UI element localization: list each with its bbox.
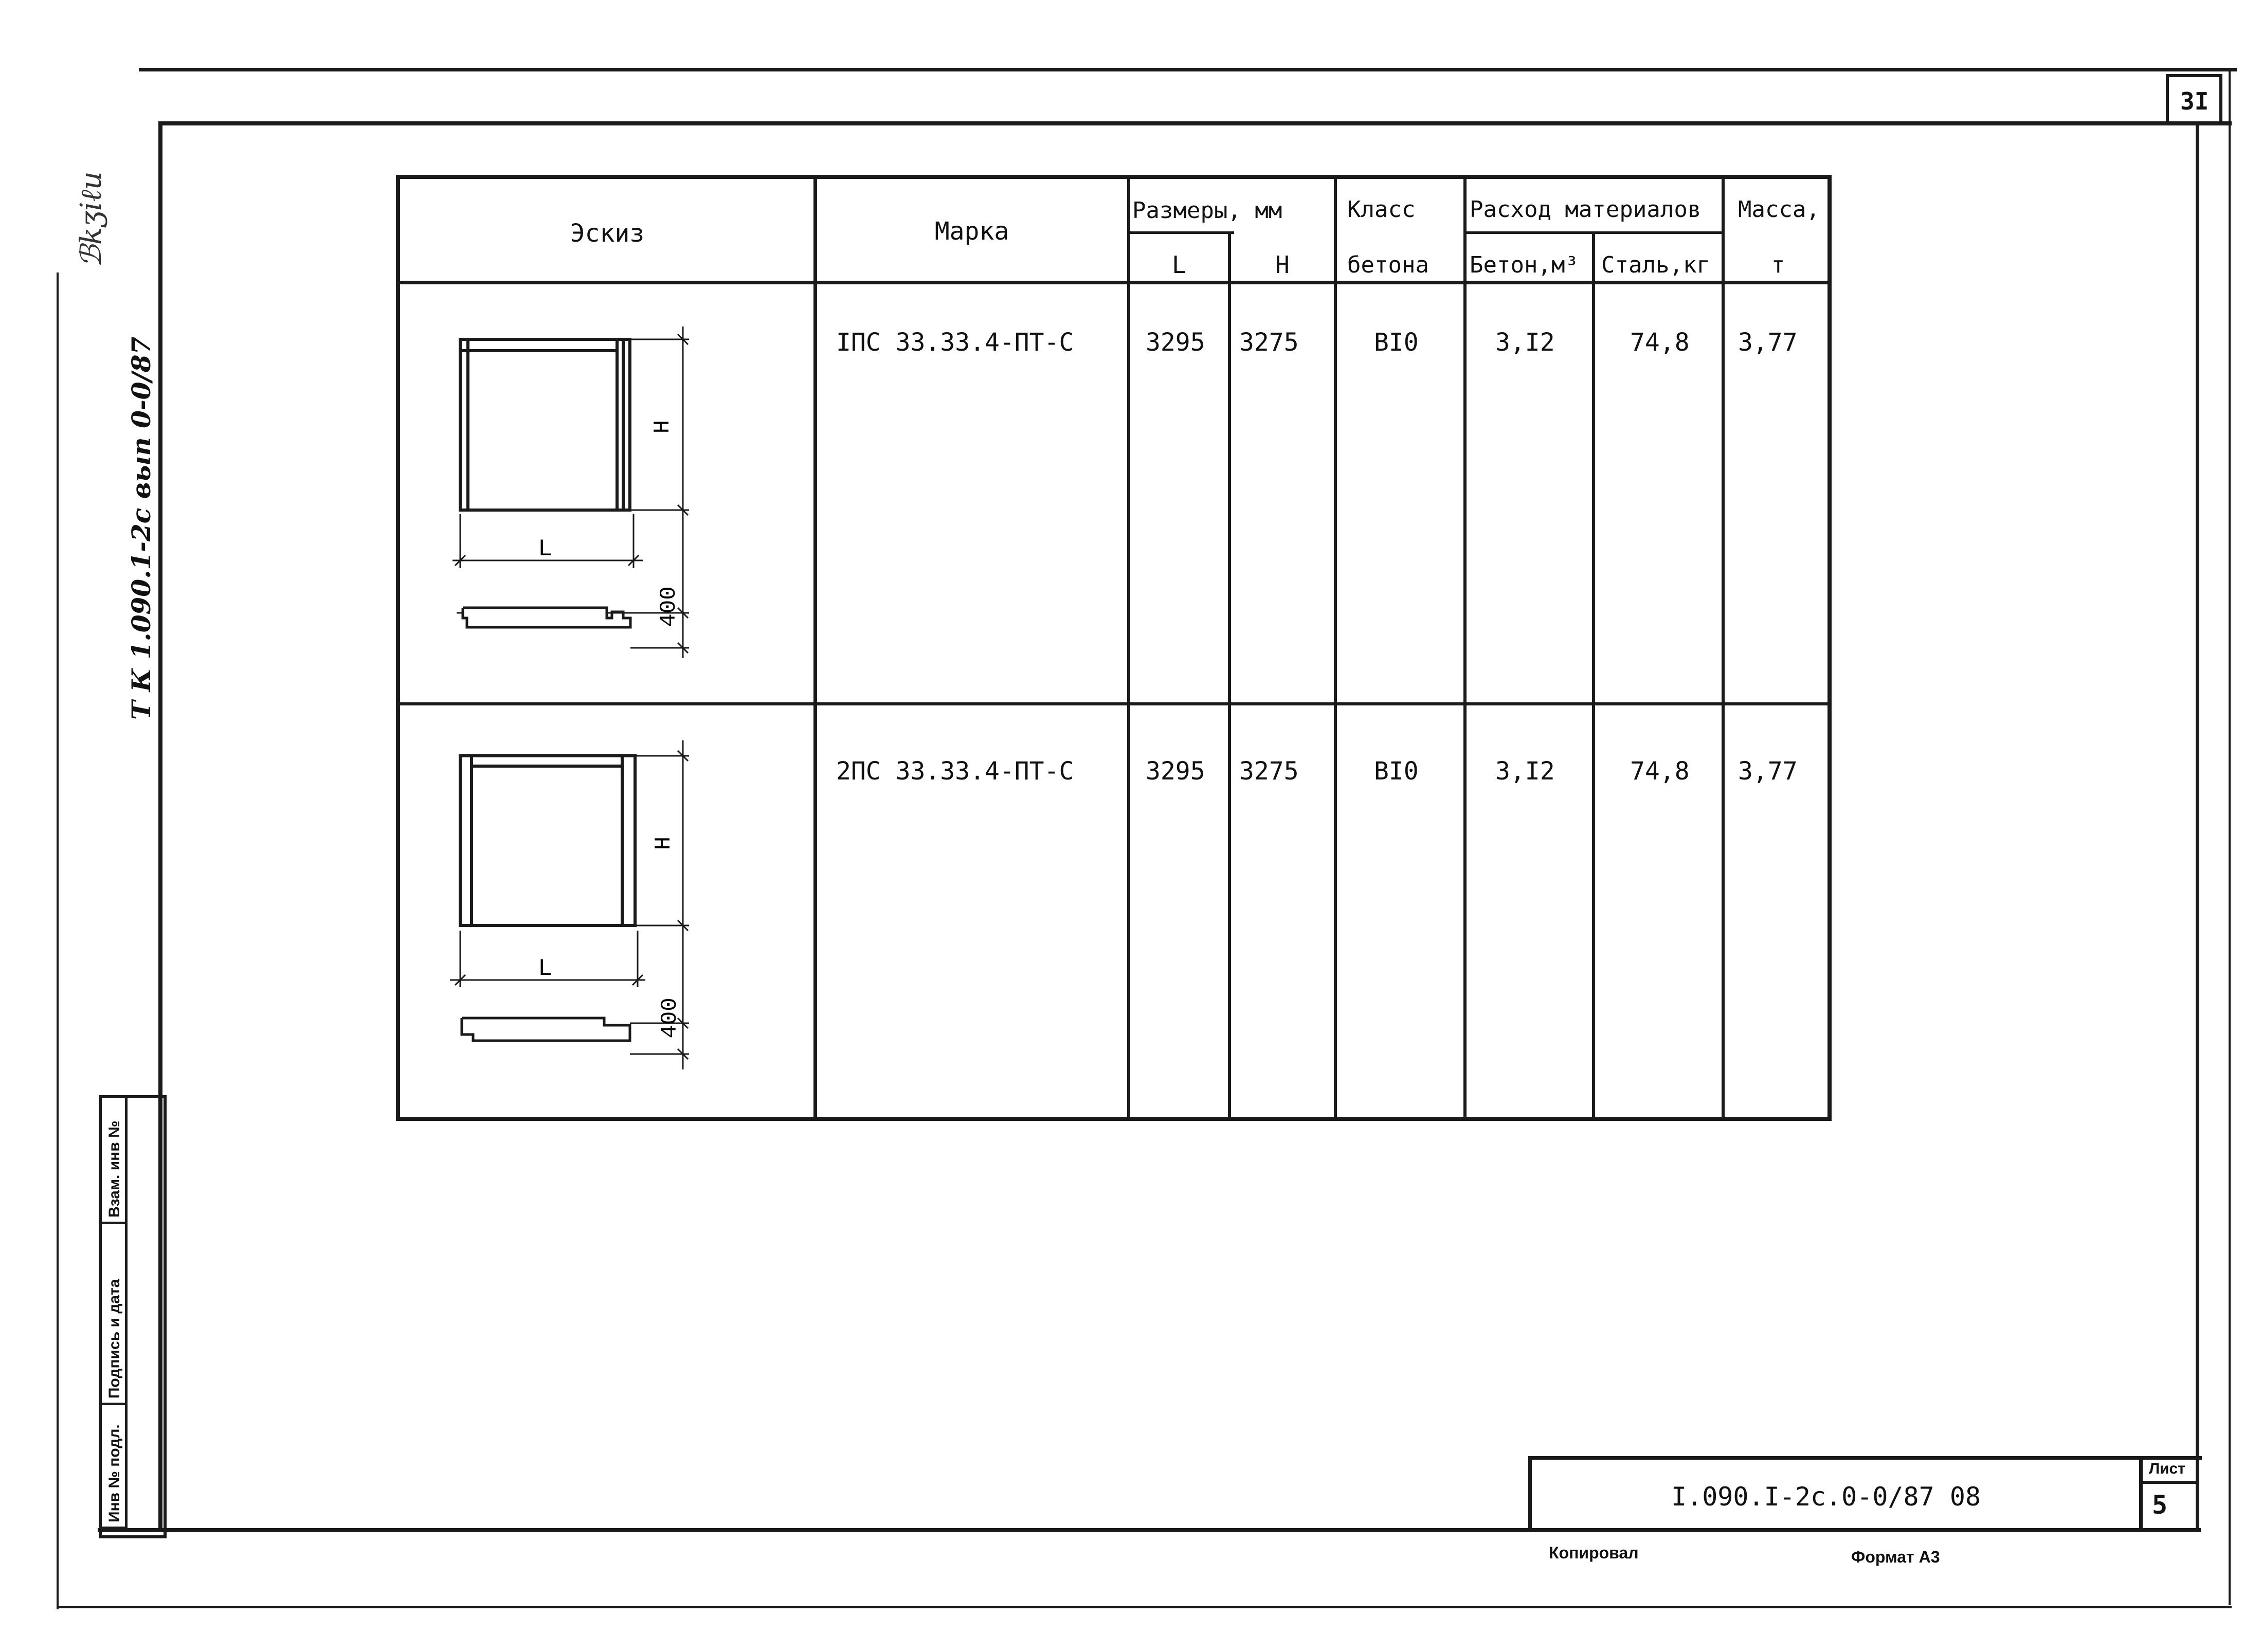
header-dim-l: L xyxy=(1172,251,1186,279)
col-line xyxy=(813,175,817,1121)
sketch2-label-h: Н xyxy=(651,836,677,850)
sketch1-label-h: Н xyxy=(650,420,676,434)
sketch1-label-400: 400 xyxy=(656,586,682,627)
inner-frame-right xyxy=(2196,121,2199,1532)
stamp-cell-signature-date xyxy=(102,1224,128,1405)
row2-h: 3275 xyxy=(1239,757,1299,786)
stamp-label-inventory: Инв № подл. xyxy=(106,1424,123,1522)
row1-h: 3275 xyxy=(1239,328,1299,357)
col-line xyxy=(1592,232,1595,1121)
vertical-document-title: Т К 1.090.1-2с вып 0-0/87 xyxy=(126,336,156,720)
stamp-label-replacement: Взам. инв № xyxy=(106,1120,123,1218)
stamp-cell-inventory xyxy=(102,1405,128,1529)
header-mass-line1: Масса, xyxy=(1738,196,1820,223)
handwritten-signature: ℬkʒiℓu xyxy=(75,171,108,267)
row2-mark: 2ПС 33.33.4-ПТ-С xyxy=(836,757,1074,786)
row1-concrete: 3,I2 xyxy=(1495,328,1555,357)
row1-l: 3295 xyxy=(1146,328,1205,357)
sketch-panel-1 xyxy=(401,288,812,699)
header-subrow-line-materials xyxy=(1463,231,1724,234)
header-class-line2: бетона xyxy=(1347,252,1429,278)
corner-number-box xyxy=(2166,74,2222,122)
header-class-line1: Класс xyxy=(1347,196,1416,223)
col-line xyxy=(1722,175,1725,1121)
row2-steel: 74,8 xyxy=(1630,757,1690,786)
row2-class: BI0 xyxy=(1374,757,1419,786)
header-mark: Марка xyxy=(934,217,1009,246)
col-line xyxy=(1228,232,1231,1121)
header-steel: Сталь,кг xyxy=(1601,252,1710,278)
row1-mass: 3,77 xyxy=(1738,328,1798,357)
row1-mark: IПС 33.33.4-ПТ-С xyxy=(836,328,1074,357)
row1-steel: 74,8 xyxy=(1630,328,1690,357)
header-sketch: Эскиз xyxy=(570,219,645,248)
header-bottom-line xyxy=(396,281,1832,284)
sketch2-label-400: 400 xyxy=(657,997,683,1039)
header-mass-line2: т xyxy=(1771,252,1785,278)
row2-l: 3295 xyxy=(1146,757,1205,786)
col-line xyxy=(1334,175,1337,1121)
footer-copied: Копировал xyxy=(1549,1544,1639,1562)
outer-frame-right xyxy=(2229,68,2231,1605)
footer-format: Формат А3 xyxy=(1851,1548,1940,1566)
header-dim-h: Н xyxy=(1275,251,1290,279)
sketch1-label-l: L xyxy=(538,536,552,562)
header-materials: Расход материалов xyxy=(1470,196,1702,223)
sheet-number-box xyxy=(2139,1456,2197,1532)
header-concrete-volume: Бетон,м³ xyxy=(1470,252,1579,278)
top-edge-dashes xyxy=(139,68,2237,71)
row2-concrete: 3,I2 xyxy=(1495,757,1555,786)
row1-class: BI0 xyxy=(1374,328,1419,357)
row-divider xyxy=(396,702,1832,705)
sheet-number: 5 xyxy=(2152,1490,2168,1520)
sheet-label: Лист xyxy=(2149,1460,2185,1477)
row2-mass: 3,77 xyxy=(1738,757,1798,786)
col-line xyxy=(1127,175,1130,1121)
outer-frame-left xyxy=(57,273,59,1609)
sketch2-label-l: L xyxy=(538,955,552,982)
stamp-label-signature-date: Подпись и дата xyxy=(106,1279,123,1399)
document-designation: I.090.I-2с.0-0/87 08 xyxy=(1671,1482,1981,1512)
col-line xyxy=(1463,175,1467,1121)
side-approval-stamp xyxy=(99,1095,167,1538)
sheet-divider xyxy=(2143,1481,2197,1484)
sketch-panel-2 xyxy=(401,710,812,1111)
inner-frame-top xyxy=(160,121,2232,125)
corner-number: 3I xyxy=(2180,87,2209,115)
header-dimensions: Размеры, мм xyxy=(1132,197,1282,224)
header-subrow-line-dims xyxy=(1127,231,1234,234)
stamp-cell-replacement xyxy=(102,1098,128,1224)
outer-frame-bottom xyxy=(57,1606,2232,1608)
